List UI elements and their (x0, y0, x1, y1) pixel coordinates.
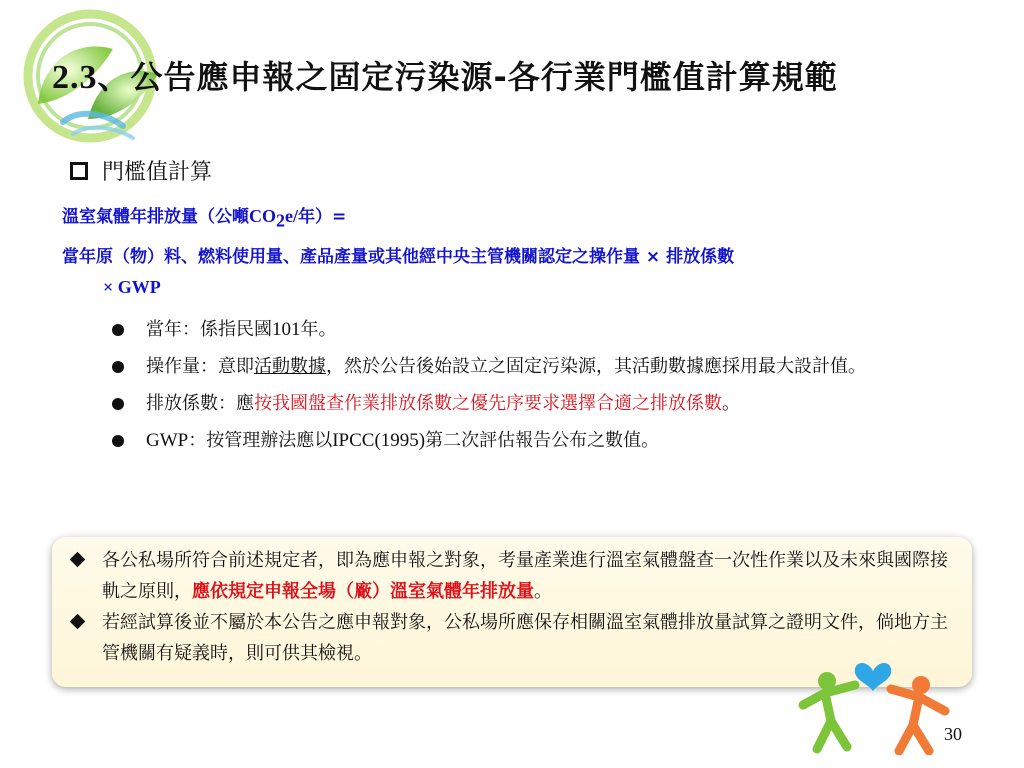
formula-line1-prefix: 溫室氣體年排放量（公噸 (62, 207, 249, 227)
hollow-square-icon (70, 162, 88, 180)
bullet2-text-a: 操作量：意即 (146, 356, 254, 377)
filled-circle-icon (112, 361, 124, 373)
page-number: 30 (944, 724, 962, 744)
people-heart-icon (795, 655, 955, 755)
section-heading-label: 門檻值計算 (102, 160, 213, 185)
formula-line1-suffix: 年）= (298, 207, 347, 227)
filled-circle-icon (112, 324, 124, 336)
bullet2-text-b: ，然於公告後始設立之固定污染源，其活動數據應採用最大設計值。 (326, 356, 866, 377)
formula-line-1 (62, 202, 346, 231)
filled-circle-icon (112, 398, 124, 410)
formula-co: CO (249, 206, 276, 226)
formula-line-3: × GWP (103, 277, 161, 297)
bullet4-text-d: 第二次評估報告公布之數值。 (425, 430, 660, 451)
bullet4-gwp: GWP (146, 430, 189, 451)
formula-line-2: 當年原（物）料、燃料使用量、產品產量或其他經中央主管機關認定之操作量 × 排放係數 (62, 247, 735, 267)
bullet3-red: 按我國盤查作業排放係數之優先序要求選擇合適之排放係數 (254, 393, 722, 414)
bullet2-underlined: 活動數據 (254, 356, 326, 377)
title-text: 、公告應申報之固定污染源-各行業門檻值計算規範 (97, 58, 838, 96)
notice1-red: 應依規定申報全場（廠）溫室氣體年排放量 (192, 581, 534, 602)
title-number: 2.3 (52, 59, 98, 96)
notice1-text-a: 各公私場所符合前述規定者，即為應申報之對象，考量產業進行溫室氣體盤查一次性作業以及未來與國際接軌之原則， (102, 550, 948, 602)
bullet1-text-b: 年。 (300, 319, 337, 340)
notice1-text-b: 。 (534, 581, 552, 602)
formula-subscript: 2 (276, 210, 285, 231)
filled-circle-icon (112, 435, 124, 447)
definition-list (112, 315, 952, 463)
bullet3-text-a: 排放係數：應 (146, 393, 254, 414)
notice-item (70, 545, 952, 607)
diamond-icon (70, 614, 86, 630)
bullet3-text-b: 。 (722, 393, 740, 414)
notice2-text: 若經試算後並不屬於本公告之應申報對象，公私場所應保存相關溫室氣體排放量試算之證明文件，倘地方主管機關有疑義時，則可供其檢視。 (102, 612, 948, 664)
bullet4-ipcc: IPCC(1995) (332, 430, 426, 451)
section-heading (70, 155, 212, 186)
bullet4-text-b: ：按管理辦法應以 (188, 430, 333, 451)
list-item (112, 389, 952, 418)
list-item (112, 426, 952, 455)
bullet1-text-a: 當年：係指民國 (146, 319, 272, 340)
bullet1-number: 101 (272, 319, 301, 340)
formula-e: e/ (285, 206, 298, 226)
slide-title (52, 52, 838, 98)
diamond-icon (70, 552, 86, 568)
list-item (112, 352, 952, 381)
list-item (112, 315, 952, 344)
